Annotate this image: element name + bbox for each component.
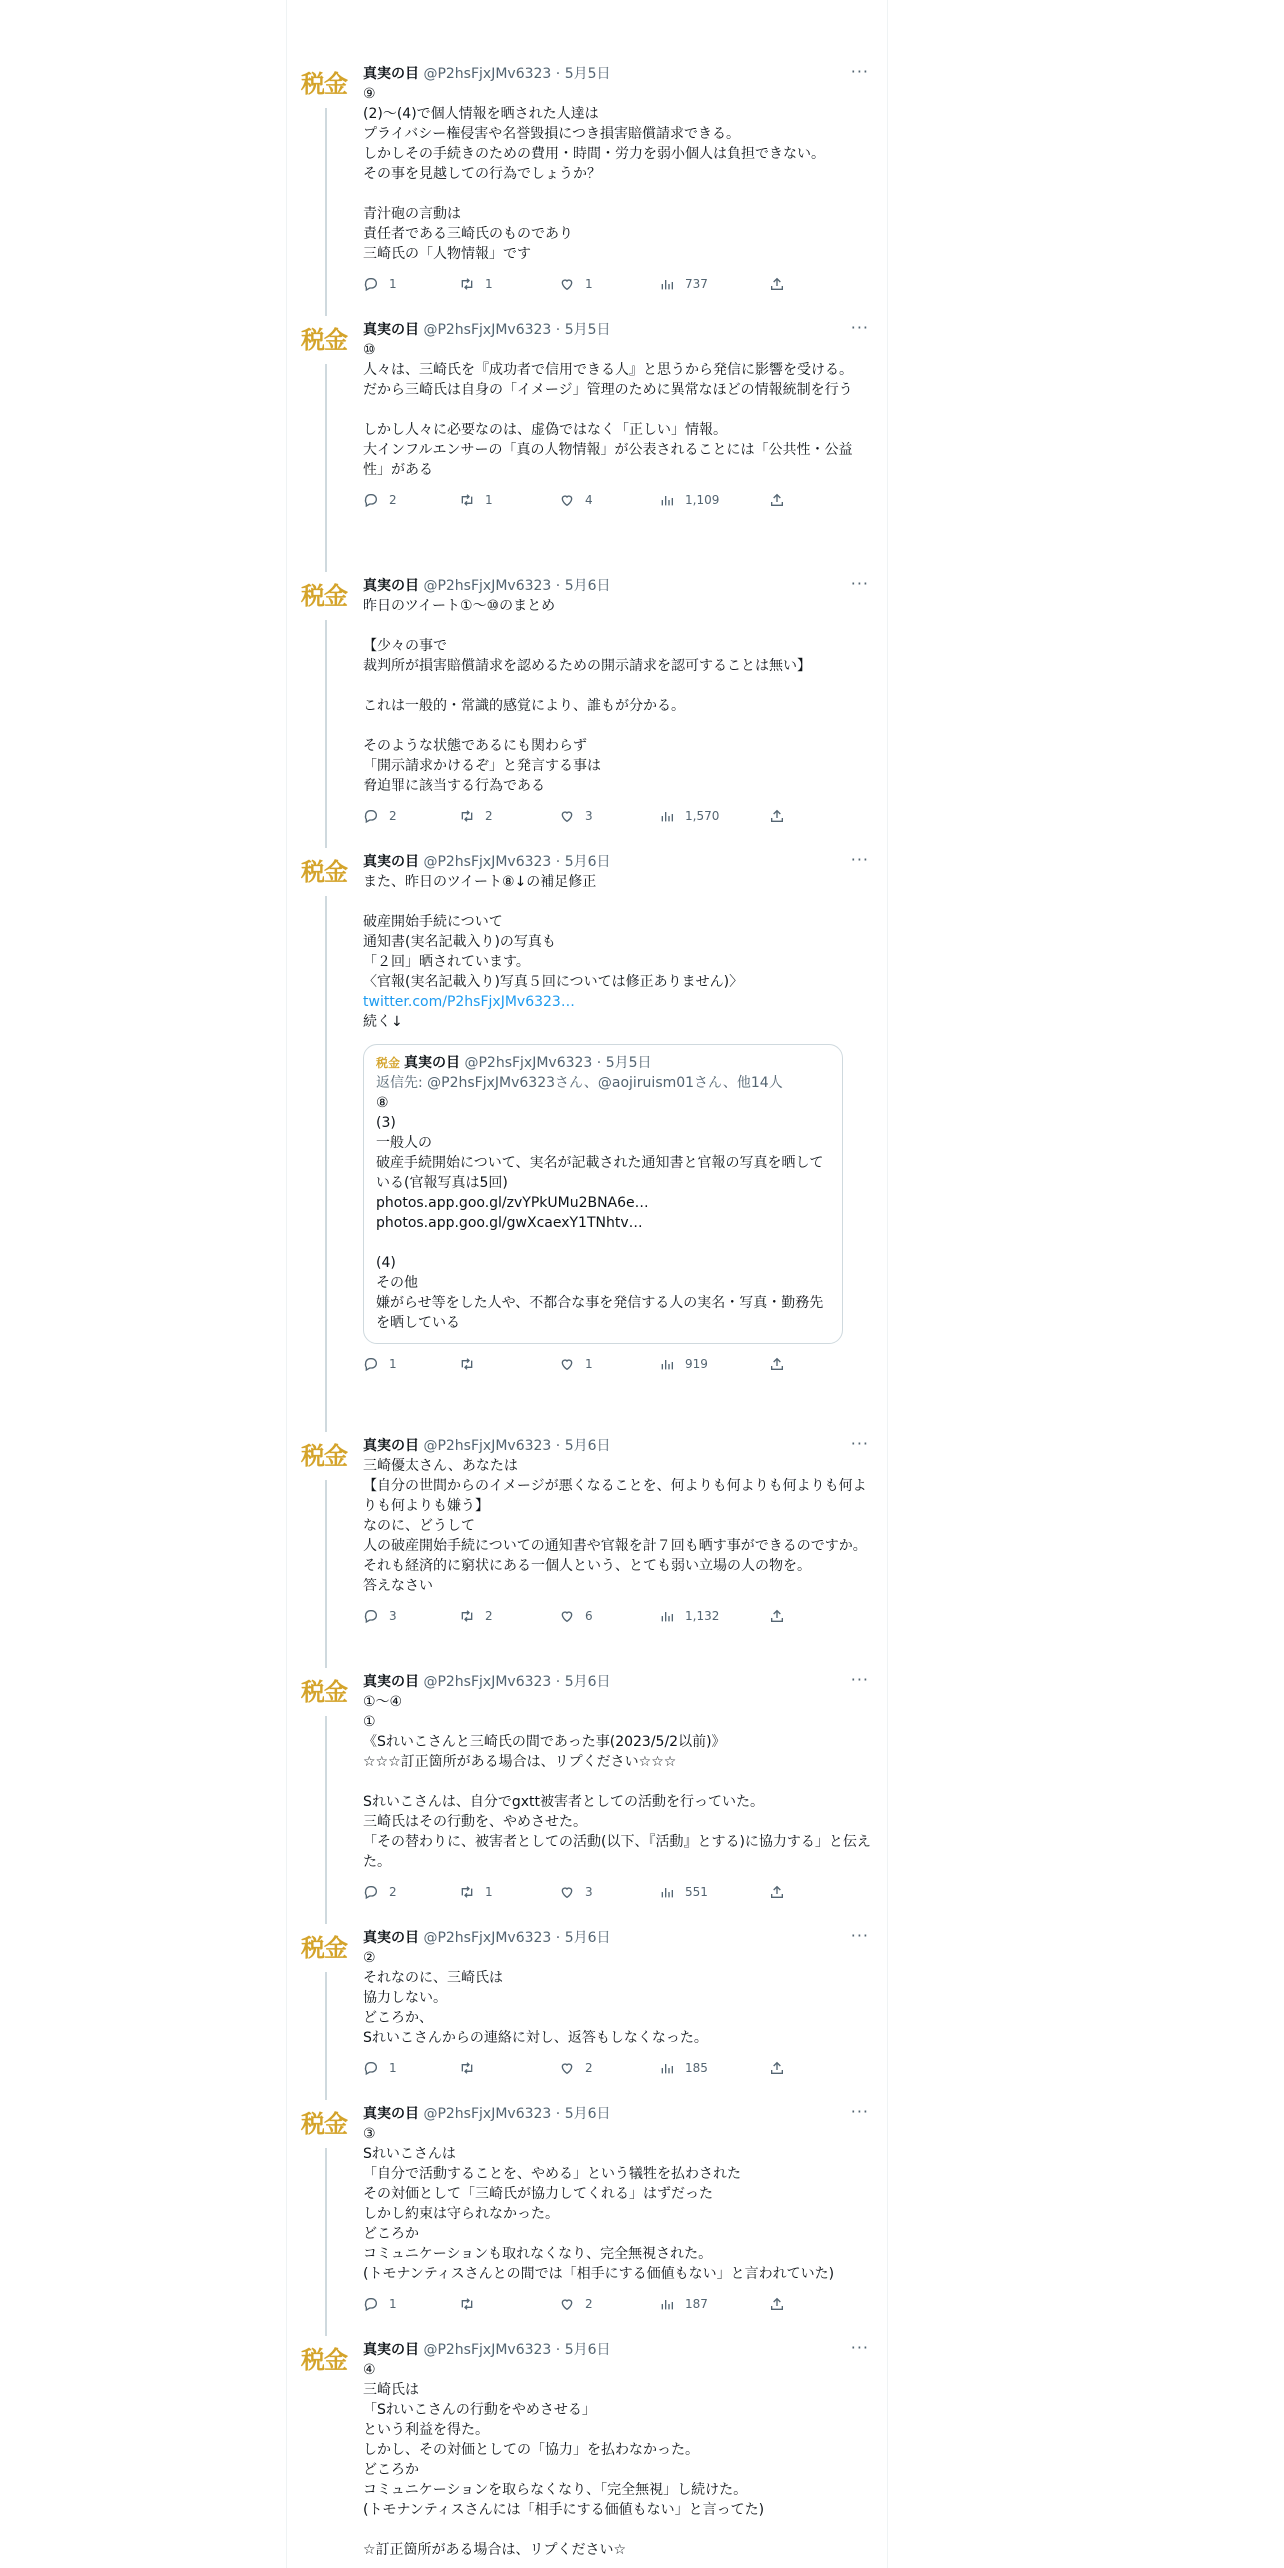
tweet-actions <box>363 490 873 510</box>
like-button-count: 6 <box>585 1609 593 1623</box>
avatar[interactable]: 税金 <box>301 1677 347 1706</box>
like-button-count: 2 <box>585 2297 593 2311</box>
reply-button-count: 1 <box>389 277 397 291</box>
retweet-icon <box>459 808 485 824</box>
like-button[interactable] <box>559 2294 593 2314</box>
author-name[interactable]: 真実の目 <box>363 2342 419 2358</box>
views-icon <box>659 2060 685 2076</box>
retweet-button-count: 1 <box>485 277 493 291</box>
reply-icon <box>363 276 389 292</box>
like-button[interactable] <box>559 1354 593 1374</box>
reply-button-count: 1 <box>389 2061 397 2075</box>
separator-dot: · <box>555 1930 561 1946</box>
thread-line <box>325 1480 327 1668</box>
retweet-button[interactable] <box>459 1354 485 1374</box>
views-icon <box>659 2296 685 2312</box>
views-button-count: 551 <box>685 1885 708 1899</box>
views-button[interactable] <box>659 806 719 826</box>
share-button[interactable] <box>769 2294 795 2314</box>
share-icon <box>769 276 795 292</box>
more-options-icon[interactable]: ··· <box>850 62 869 81</box>
share-icon <box>769 2060 795 2076</box>
views-button-count: 1,570 <box>685 809 720 823</box>
more-options-icon[interactable]: ··· <box>850 850 869 869</box>
retweet-button[interactable] <box>459 490 493 510</box>
tweet-date[interactable]: 5月6日 <box>564 1930 611 1946</box>
avatar[interactable]: 税金 <box>301 2345 347 2374</box>
tweet-date[interactable]: 5月6日 <box>564 2342 611 2358</box>
quoted-tweet[interactable] <box>363 1044 843 1344</box>
like-icon <box>559 492 585 508</box>
avatar[interactable]: 税金 <box>301 857 347 886</box>
tweet-body <box>363 576 873 826</box>
reply-button[interactable] <box>363 274 397 294</box>
separator-dot: · <box>555 578 561 594</box>
reply-button[interactable] <box>363 1882 397 1902</box>
like-icon <box>559 808 585 824</box>
share-button[interactable] <box>769 806 795 826</box>
like-button-count: 1 <box>585 1357 593 1371</box>
author-name[interactable]: 真実の目 <box>363 1930 419 1946</box>
quote-header <box>376 1053 830 1073</box>
views-icon <box>659 1884 685 1900</box>
views-button[interactable] <box>659 490 719 510</box>
tweet-header <box>363 1672 873 1692</box>
author-name[interactable]: 真実の目 <box>363 66 419 82</box>
thread-line <box>325 108 327 316</box>
tweet-body <box>363 852 873 1374</box>
retweet-icon <box>459 1608 485 1624</box>
share-icon <box>769 492 795 508</box>
like-button-count: 4 <box>585 493 593 507</box>
thread-line <box>325 896 327 1432</box>
more-options-icon[interactable]: ··· <box>850 1670 869 1689</box>
share-button[interactable] <box>769 274 795 294</box>
reply-button[interactable] <box>363 1354 397 1374</box>
views-icon <box>659 492 685 508</box>
tweet-actions <box>363 2058 873 2078</box>
like-button[interactable] <box>559 1882 593 1902</box>
tweet-text: ④ 三崎氏は 「Sれいこさんの行動をやめさせる」 という利益を得た。 しかし、その対価としての「協力」を払わなかった。 どころか コミュニケーションを取らなくなり、「完全無視」し続けた。 (トモナンティスさんには「相手にする価値もない」と言ってた) ☆訂正箇所がある場合は、リプください☆ <box>363 2362 765 2558</box>
tweet-body <box>363 2104 873 2314</box>
tweet-body <box>363 1672 873 1902</box>
author-handle[interactable]: @P2hsFjxJMv6323 <box>423 2106 552 2122</box>
retweet-icon <box>459 2060 485 2076</box>
reply-icon <box>363 2296 389 2312</box>
tweet-text-continued: 続く↓ <box>363 1014 403 1030</box>
views-button[interactable] <box>659 1882 708 1902</box>
tweet-header <box>363 2340 873 2360</box>
like-button[interactable] <box>559 806 593 826</box>
tweet-text: ⑩ 人々は、三崎氏を『成功者で信用できる人』と思うから発信に影響を受ける。 だから三崎氏は自身の「イメージ」管理のために異常なほどの情報統制を行う しかし人々に必要なのは、虚偽ではなく「正しい」情報。 大インフルエンサーの「真の人物情報」が公表されることには「公共性・公益性」がある <box>363 342 853 478</box>
retweet-icon <box>459 1356 485 1372</box>
views-icon <box>659 808 685 824</box>
avatar[interactable]: 税金 <box>301 1933 347 1962</box>
tweet-body <box>363 2340 873 2560</box>
reply-icon <box>363 2060 389 2076</box>
retweet-icon <box>459 492 485 508</box>
like-icon <box>559 1608 585 1624</box>
tweet-body <box>363 64 873 294</box>
views-button[interactable] <box>659 2058 708 2078</box>
views-button-count: 1,132 <box>685 1609 720 1623</box>
reply-button[interactable] <box>363 1606 397 1626</box>
reply-icon <box>363 1356 389 1372</box>
author-name[interactable]: 真実の目 <box>363 854 419 870</box>
author-handle[interactable]: @P2hsFjxJMv6323 <box>423 578 552 594</box>
tweet-text: ⑨ (2)～(4)で個人情報を晒された人達は プライバシー権侵害や名誉毀損につき損害賠償請求できる。 しかしその手続きのための費用・時間・労力を弱小個人は負担できない。 その事を見越しての行為でしょうか？ 青汁砲の言動は 責任者である三崎氏のものであり 三崎氏の「人物情報」です <box>363 86 825 262</box>
tweet-body <box>363 1928 873 2078</box>
avatar[interactable]: 税金 <box>301 581 347 610</box>
author-name[interactable]: 真実の目 <box>363 1438 419 1454</box>
quote-avatar: 税金 <box>376 1056 401 1070</box>
views-button[interactable] <box>659 1606 719 1626</box>
separator-dot: · <box>596 1055 602 1071</box>
tweet-date[interactable]: 5月5日 <box>564 322 611 338</box>
like-icon <box>559 2060 585 2076</box>
reply-button-count: 3 <box>389 1609 397 1623</box>
separator-dot: · <box>555 1674 561 1690</box>
views-button-count: 919 <box>685 1357 708 1371</box>
tweet-date[interactable]: 5月6日 <box>564 1674 611 1690</box>
views-button[interactable] <box>659 1354 708 1374</box>
separator-dot: · <box>555 854 561 870</box>
reply-button[interactable] <box>363 2294 397 2314</box>
retweet-button[interactable] <box>459 274 493 294</box>
share-icon <box>769 1608 795 1624</box>
more-options-icon[interactable]: ··· <box>850 1434 869 1453</box>
like-button[interactable] <box>559 1606 593 1626</box>
more-options-icon[interactable]: ··· <box>850 574 869 593</box>
tweet-header <box>363 64 873 84</box>
more-options-icon[interactable]: ··· <box>850 318 869 337</box>
separator-dot: · <box>555 2106 561 2122</box>
tweet-header <box>363 1928 873 1948</box>
like-icon <box>559 1884 585 1900</box>
reply-icon <box>363 1608 389 1624</box>
retweet-button-count: 2 <box>485 809 493 823</box>
tweet-actions <box>363 2294 873 2314</box>
author-name[interactable]: 真実の目 <box>363 578 419 594</box>
tweet-date[interactable]: 5月6日 <box>564 854 611 870</box>
quote-author-name: 真実の目 <box>404 1055 461 1071</box>
avatar[interactable]: 税金 <box>301 1441 347 1470</box>
like-icon <box>559 2296 585 2312</box>
tweet-actions <box>363 274 873 294</box>
separator-dot: · <box>555 66 561 82</box>
separator-dot: · <box>555 2342 561 2358</box>
retweet-button[interactable] <box>459 2294 485 2314</box>
reply-button[interactable] <box>363 2058 397 2078</box>
reply-button-count: 1 <box>389 1357 397 1371</box>
author-handle[interactable]: @P2hsFjxJMv6323 <box>423 1438 552 1454</box>
retweet-icon <box>459 2296 485 2312</box>
tweet-text: 三崎優太さん、あなたは 【自分の世間からのイメージが悪くなることを、何よりも何よりも何よりも何よりも何よりも嫌う】 なのに、どうして 人の破産開始手続についての通知書や官報を計７回も晒す事ができるのですか。 それも経済的に窮状にある一個人という、とても弱い立場の人の物を。 答えなさい <box>363 1458 867 1594</box>
retweet-button[interactable] <box>459 806 493 826</box>
share-button[interactable] <box>769 490 795 510</box>
reply-icon <box>363 492 389 508</box>
like-button-count: 1 <box>585 277 593 291</box>
author-handle[interactable]: @P2hsFjxJMv6323 <box>423 66 552 82</box>
like-icon <box>559 276 585 292</box>
reply-button-count: 2 <box>389 1885 397 1899</box>
views-button[interactable] <box>659 2294 708 2314</box>
like-button[interactable] <box>559 490 593 510</box>
views-button-count: 185 <box>685 2061 708 2075</box>
quote-reply-to: 返信先: @P2hsFjxJMv6323さん、@aojiruism01さん、他14人 <box>376 1075 783 1091</box>
thread-line <box>325 620 327 848</box>
tweet-body <box>363 1436 873 1626</box>
tweet-actions <box>363 806 873 826</box>
tweet-header <box>363 320 873 340</box>
retweet-icon <box>459 1884 485 1900</box>
views-icon <box>659 276 685 292</box>
tweet-date[interactable]: 5月6日 <box>564 1438 611 1454</box>
share-icon <box>769 808 795 824</box>
like-icon <box>559 1356 585 1372</box>
views-icon <box>659 1608 685 1624</box>
tweet-date[interactable]: 5月5日 <box>564 66 611 82</box>
share-button[interactable] <box>769 1606 795 1626</box>
views-icon <box>659 1356 685 1372</box>
quote-text: ⑧ (3) 一般人の 破産手続開始について、実名が記載された通知書と官報の写真を晒している(官報写真は5回) photos.app.goo.gl/zvYPkUMu2BNA6e… photos.app.goo.gl/gwXcaexY1TNhtv… (4) その他 嫌がらせ等をした人や、不都合な事を発信する人の実名・写真・勤務先を晒している <box>376 1095 824 1331</box>
retweet-button[interactable] <box>459 1882 493 1902</box>
retweet-button[interactable] <box>459 1606 493 1626</box>
separator-dot: · <box>555 322 561 338</box>
author-handle[interactable]: @P2hsFjxJMv6323 <box>423 1674 552 1690</box>
author-handle[interactable]: @P2hsFjxJMv6323 <box>423 854 552 870</box>
share-button[interactable] <box>769 1354 795 1374</box>
separator-dot: · <box>555 1438 561 1454</box>
tweet-text: ③ Sれいこさんは 「自分で活動することを、やめる」という犠牲を払わされた その対価として「三崎氏が協力してくれる」はずだった しかし約束は守られなかった。 どころか コミュニケーションも取れなくなり、完全無視された。 (トモナンティスさんとの間では「相手にする価値もない」と言われていた) <box>363 2126 835 2282</box>
like-button-count: 3 <box>585 809 593 823</box>
reply-button-count: 2 <box>389 809 397 823</box>
tweet-text: ② それなのに、三崎氏は 協力しない。 どころか、 Sれいこさんからの連絡に対し、返答もしなくなった。 <box>363 1950 708 2046</box>
tweet-body <box>363 320 873 510</box>
author-handle[interactable]: @P2hsFjxJMv6323 <box>423 322 552 338</box>
like-button-count: 2 <box>585 2061 593 2075</box>
tweet-header <box>363 576 873 596</box>
author-handle[interactable]: @P2hsFjxJMv6323 <box>423 2342 552 2358</box>
tweet-header <box>363 852 873 872</box>
share-icon <box>769 2296 795 2312</box>
author-handle[interactable]: @P2hsFjxJMv6323 <box>423 1930 552 1946</box>
share-icon <box>769 1356 795 1372</box>
thread-line <box>325 364 327 572</box>
thread-line <box>325 1716 327 1924</box>
tweet-text: 昨日のツイート①～⑩のまとめ 【少々の事で 裁判所が損害賠償請求を認めるための開示請求を認可することは無い】 これは一般的・常識的感覚により、誰もが分かる。 そのような状態であるにも関わらず 「開示請求かけるぞ」と発言する事は 脅迫罪に該当する行為である <box>363 598 811 794</box>
tweet-text: ①～④ ① 《Sれいこさんと三崎氏の間であった事(2023/5/2以前)》 ☆☆☆訂正箇所がある場合は、リプください☆☆☆ Sれいこさんは、自分でgxtt被害者としての活動を行っていた。 三崎氏はその行動を、やめさせた。 「その替わりに、被害者としての活動(以下、『活動』とする)に協力する」と伝えた。 <box>363 1694 871 1870</box>
share-icon <box>769 1884 795 1900</box>
author-name[interactable]: 真実の目 <box>363 1674 419 1690</box>
reply-button[interactable] <box>363 490 397 510</box>
tweet-header <box>363 1436 873 1456</box>
tweet-text: また、昨日のツイート⑧↓の補足修正 破産開始手続について 通知書(実名記載入り)の写真も 「２回」晒されています。 〈官報(実名記載入り)写真５回については修正ありません)〉 <box>363 874 744 990</box>
reply-button-count: 2 <box>389 493 397 507</box>
more-options-icon[interactable]: ··· <box>850 2338 869 2357</box>
avatar[interactable]: 税金 <box>301 2109 347 2138</box>
reply-icon <box>363 808 389 824</box>
views-button[interactable] <box>659 274 708 294</box>
avatar[interactable]: 税金 <box>301 69 347 98</box>
retweet-button-count: 1 <box>485 1885 493 1899</box>
more-options-icon[interactable]: ··· <box>850 2102 869 2121</box>
reply-button-count: 1 <box>389 2297 397 2311</box>
tweet-actions <box>363 1606 873 1626</box>
tweet-date[interactable]: 5月6日 <box>564 578 611 594</box>
tweet-date[interactable]: 5月6日 <box>564 2106 611 2122</box>
share-button[interactable] <box>769 1882 795 1902</box>
reply-button[interactable] <box>363 806 397 826</box>
views-button-count: 1,109 <box>685 493 720 507</box>
retweet-button-count: 1 <box>485 493 493 507</box>
tweet-actions <box>363 1354 873 1374</box>
share-button[interactable] <box>769 2058 795 2078</box>
thread-line <box>325 2148 327 2336</box>
avatar[interactable]: 税金 <box>301 325 347 354</box>
tweet-header <box>363 2104 873 2124</box>
retweet-icon <box>459 276 485 292</box>
quote-author-handle: @P2hsFjxJMv6323 <box>464 1055 593 1071</box>
author-name[interactable]: 真実の目 <box>363 322 419 338</box>
reply-icon <box>363 1884 389 1900</box>
tweet-actions <box>363 1882 873 1902</box>
retweet-button[interactable] <box>459 2058 485 2078</box>
like-button[interactable] <box>559 274 593 294</box>
author-name[interactable]: 真実の目 <box>363 2106 419 2122</box>
tweet-link[interactable]: twitter.com/P2hsFjxJMv6323… <box>363 994 575 1010</box>
like-button-count: 3 <box>585 1885 593 1899</box>
timeline-column <box>286 0 888 2568</box>
quote-date: 5月5日 <box>605 1055 652 1071</box>
like-button[interactable] <box>559 2058 593 2078</box>
views-button-count: 187 <box>685 2297 708 2311</box>
more-options-icon[interactable]: ··· <box>850 1926 869 1945</box>
views-button-count: 737 <box>685 277 708 291</box>
retweet-button-count: 2 <box>485 1609 493 1623</box>
thread-line <box>325 1972 327 2100</box>
